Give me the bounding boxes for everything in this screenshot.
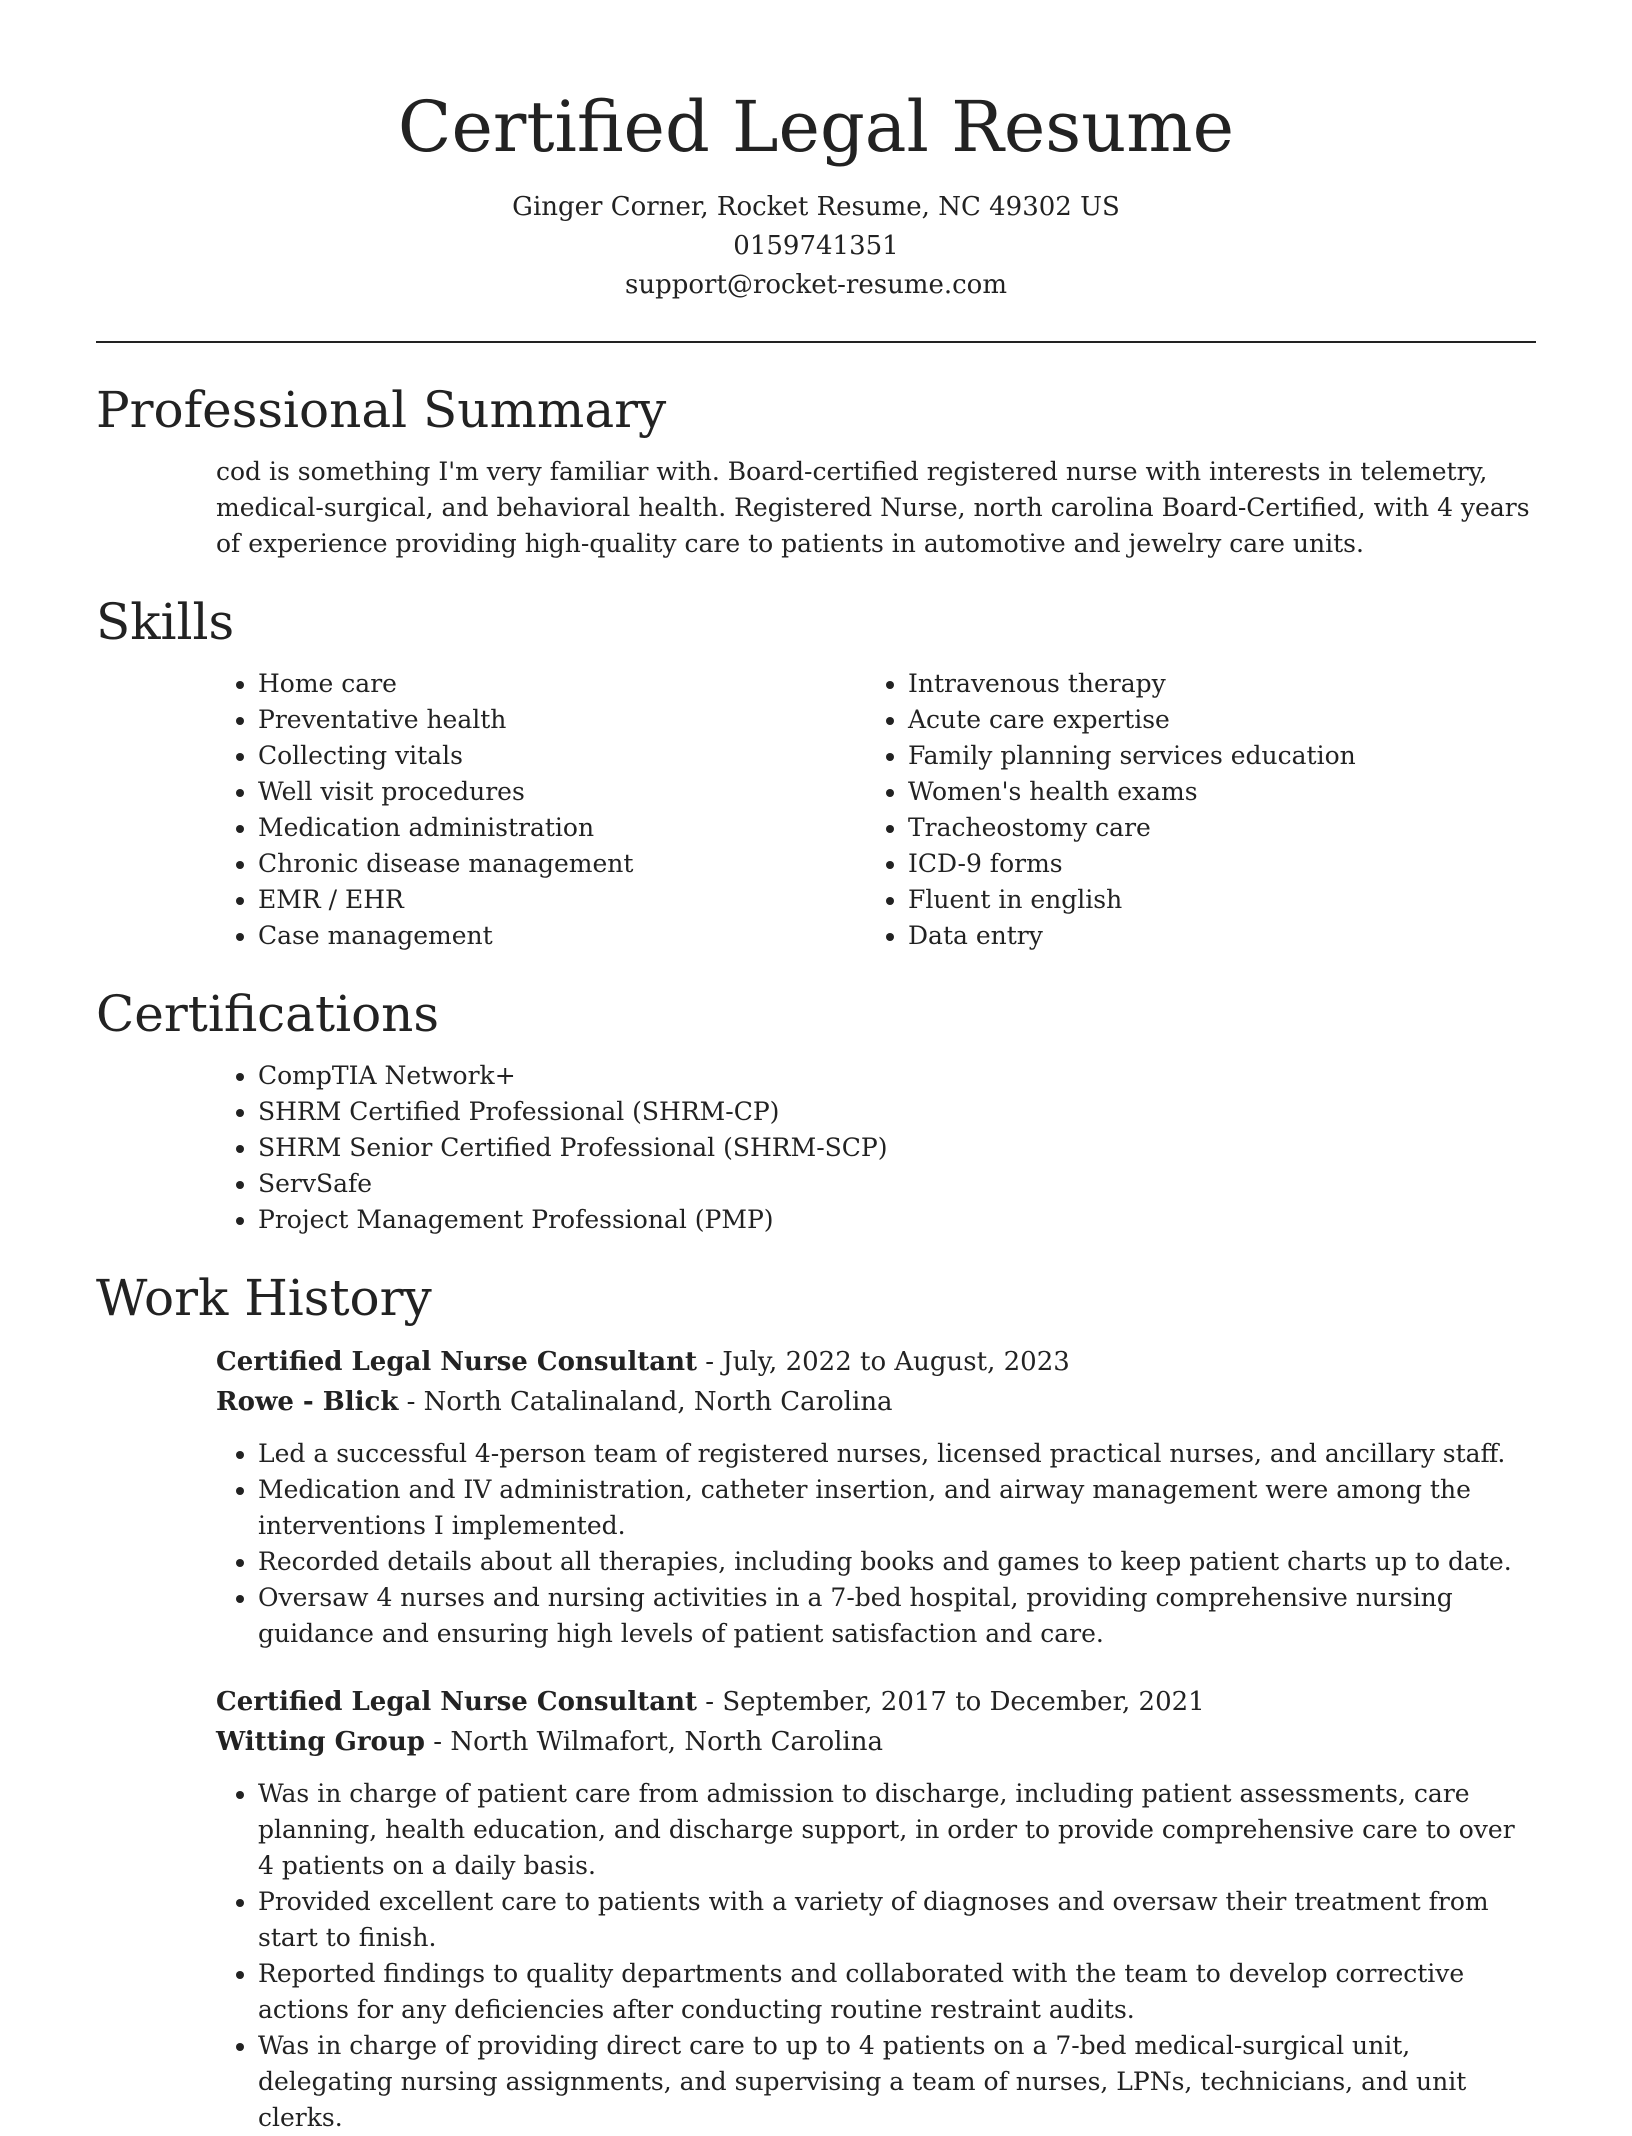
certifications-list xyxy=(216,1058,888,1238)
skill-item: • Data entry xyxy=(908,918,1516,954)
job-bullet: • Medication and IV administration, catheter insertion, and airway management were among the interventions I implemented. xyxy=(258,1472,1536,1544)
summary-text: cod is something I'm very familiar with. Board-certified registered nurse with interests in telemetry, medical-surgical, and behavioral health. Registered Nurse, north carolina Board-Certified, with 4 years of experience providing high-quality care to patients in automotive and jewelry care units. xyxy=(216,457,1530,558)
summary-section xyxy=(96,380,1536,562)
skills-column-right xyxy=(866,666,1516,954)
job-dates: July, 2022 to August, 2023 xyxy=(722,1347,1070,1377)
job-bullet: • Was in charge of patient care from admission to discharge, including patient assessments, care planning, health education, and discharge support, in order to provide comprehensive care to over 4 patients on a daily basis. xyxy=(258,1776,1536,1884)
job-bullet: • Provided excellent care to patients with a variety of diagnoses and oversaw their treatment from start to finish. xyxy=(258,1884,1536,1956)
certifications-heading: Certifications xyxy=(96,985,440,1043)
skill-item: • Tracheostomy care xyxy=(908,810,1516,846)
skill-item: • Acute care expertise xyxy=(908,702,1516,738)
job-bullets xyxy=(96,1436,1536,1652)
skills-grid xyxy=(216,666,1536,954)
job-title: Certified Legal Nurse Consultant xyxy=(216,1347,697,1377)
job-company-line: Witting Group - North Wilmafort, North Carolina xyxy=(216,1727,883,1757)
work-history-section xyxy=(96,1268,1536,2136)
job-dates: September, 2017 to December, 2021 xyxy=(722,1687,1205,1717)
resume-title: Certified Legal Resume xyxy=(397,86,1235,168)
certifications-section xyxy=(96,984,1536,1238)
job-location: North Wilmafort, North Carolina xyxy=(450,1727,883,1757)
skill-item: • Medication administration xyxy=(258,810,866,846)
job-bullet: • Was in charge of providing direct care to up to 4 patients on a 7-bed medical-surgical unit, delegating nursing assignments, and supervising a team of nurses, LPNs, technicians, and unit clerks. xyxy=(258,2028,1536,2136)
contact-phone: 0159741351 xyxy=(733,231,899,261)
skills-heading: Skills xyxy=(96,593,235,651)
job-title: Certified Legal Nurse Consultant xyxy=(216,1687,697,1717)
skill-item: • ICD-9 forms xyxy=(908,846,1516,882)
contact-email: support@rocket-resume.com xyxy=(624,270,1007,300)
work-history-heading: Work History xyxy=(96,1269,432,1327)
skill-item: • Fluent in english xyxy=(908,882,1516,918)
job-bullet: • Oversaw 4 nurses and nursing activities in a 7-bed hospital, providing comprehensive nursing guidance and ensuring high levels of patient satisfaction and care. xyxy=(258,1580,1536,1652)
certification-item: • SHRM Certified Professional (SHRM-CP) xyxy=(258,1094,888,1130)
skill-item: • Women's health exams xyxy=(908,774,1516,810)
job-title-line: Certified Legal Nurse Consultant - September, 2017 to December, 2021 xyxy=(216,1687,1205,1717)
job-company: Rowe - Blick xyxy=(216,1387,399,1417)
skills-column-left xyxy=(216,666,866,954)
job-entry xyxy=(216,1682,1536,2136)
skill-item: • Home care xyxy=(258,666,866,702)
certification-item: • SHRM Senior Certified Professional (SHRM-SCP) xyxy=(258,1130,888,1166)
contact-address: Ginger Corner, Rocket Resume, NC 49302 US xyxy=(512,192,1120,222)
certification-item: • CompTIA Network+ xyxy=(258,1058,888,1094)
skill-item: • Collecting vitals xyxy=(258,738,866,774)
skill-item: • Intravenous therapy xyxy=(908,666,1516,702)
certification-item: • Project Management Professional (PMP) xyxy=(258,1202,888,1238)
skill-item: • EMR / EHR xyxy=(258,882,866,918)
job-entry xyxy=(216,1342,1536,1652)
job-bullet: • Reported findings to quality departments and collaborated with the team to develop corrective actions for any deficiencies after conducting routine restraint audits. xyxy=(258,1956,1536,2028)
job-title-line: Certified Legal Nurse Consultant - July, 2022 to August, 2023 xyxy=(216,1347,1070,1377)
skill-item: • Well visit procedures xyxy=(258,774,866,810)
summary-heading: Professional Summary xyxy=(96,381,667,439)
job-bullet: • Led a successful 4-person team of registered nurses, licensed practical nurses, and ancillary staff. xyxy=(258,1436,1536,1472)
job-company-line: Rowe - Blick - North Catalinaland, North Carolina xyxy=(216,1387,893,1417)
certification-item: • ServSafe xyxy=(258,1166,888,1202)
skill-item: • Preventative health xyxy=(258,702,866,738)
certifications-list-wrap xyxy=(216,1058,1536,1238)
job-company: Witting Group xyxy=(216,1727,425,1757)
skill-item: • Chronic disease management xyxy=(258,846,866,882)
resume-header xyxy=(0,0,1632,305)
header-divider xyxy=(96,341,1536,343)
skill-item: • Family planning services education xyxy=(908,738,1516,774)
job-bullet: • Recorded details about all therapies, including books and games to keep patient charts up to date. xyxy=(258,1544,1536,1580)
job-bullets xyxy=(96,1776,1536,2136)
job-location: North Catalinaland, North Carolina xyxy=(423,1387,893,1417)
skills-section xyxy=(96,592,1536,954)
skill-item: • Case management xyxy=(258,918,866,954)
contact-block xyxy=(0,188,1632,305)
